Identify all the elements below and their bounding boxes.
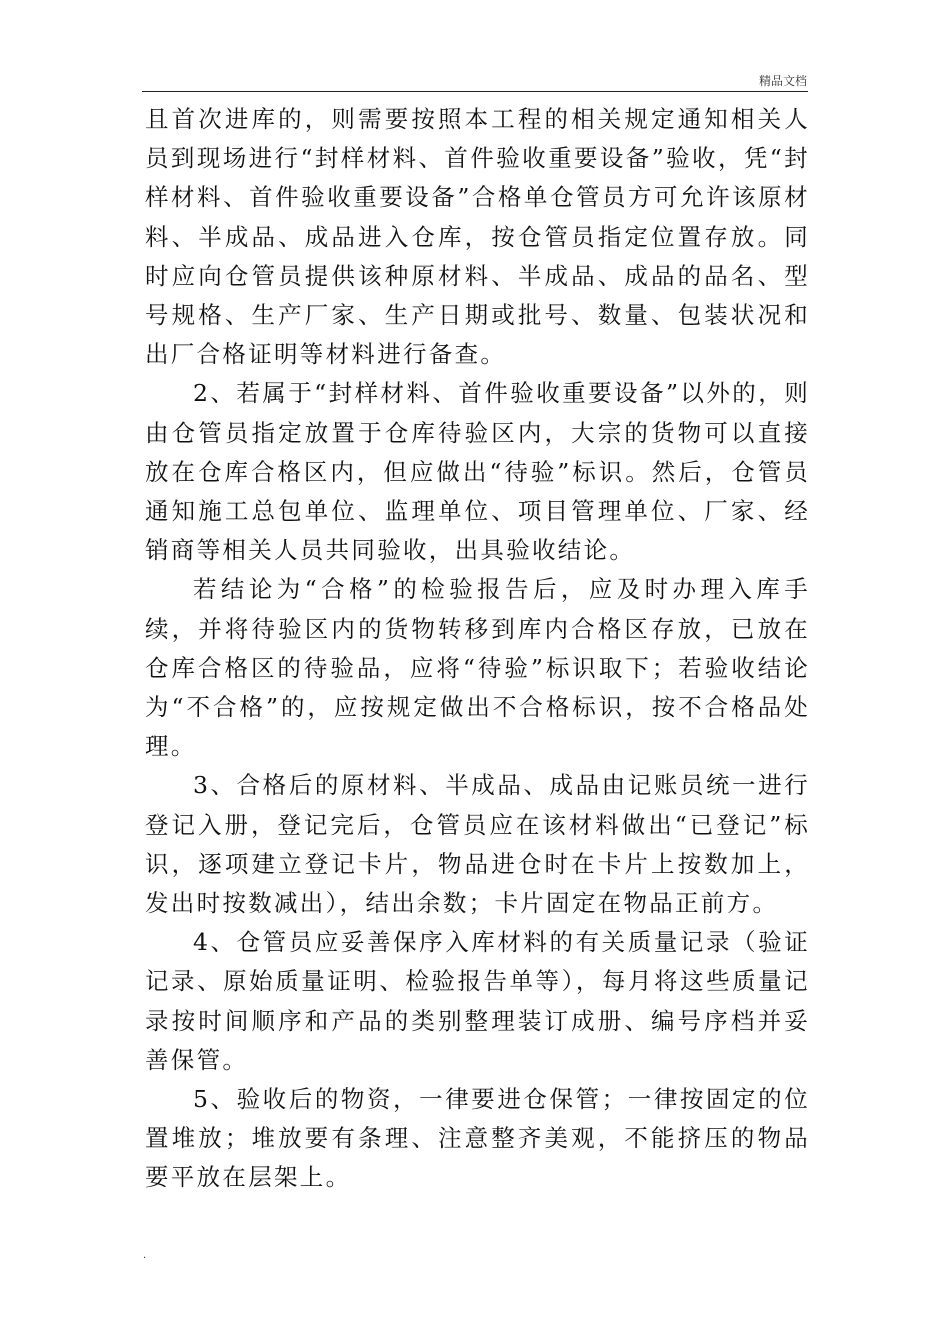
paragraph-continued: 且首次进库的，则需要按照本工程的相关规定通知相关人员到现场进行“封样材料、首件验收重要设备”验收，凭“封样材料、首件验收重要设备”合格单仓管员方可允许该原材料、半成品、成品进入仓库，按仓管员指定位置存放。同时应向仓管员提供该种原材料、半成品、成品的品名、型号规格、生产厂家、生产日期或批号、数量、包装状况和出厂合格证明等材料进行备查。 (145, 105, 810, 369)
paragraph-item-3: 3、合格后的原材料、半成品、成品由记账员统一进行登记入册，登记完后，仓管员应在该材料做出“已登记”标识，逐项建立登记卡片，物品进仓时在卡片上按数加上，发出时按数减出），结出余数；卡片固定在物品正前方。 (145, 771, 810, 918)
header-divider (142, 91, 808, 92)
paragraph-item-5: 5、验收后的物资，一律要进仓保管；一律按固定的位置堆放；堆放要有条理、注意整齐美观，不能挤压的物品要平放在层架上。 (145, 1085, 810, 1192)
header-label: 精品文档 (758, 74, 807, 88)
paragraph-item-4: 4、仓管员应妥善保序入库材料的有关质量记录（验证记录、原始质量证明、检验报告单等），每月将这些质量记录按时间顺序和产品的类别整理装订成册、编号序档并妥善保管。 (145, 928, 810, 1074)
paragraph-item-2: 2、若属于“封样材料、首件验收重要设备”以外的，则由仓管员指定放置于仓库待验区内，大宗的货物可以直接放在仓库合格区内，但应做出“待验”标识。然后，仓管员通知施工总包单位、监理单位、项目管理单位、厂家、经销商等相关人员共同验收，出具验收结论。 (145, 379, 810, 565)
footer-mark: . (143, 1250, 147, 1261)
paragraph-conclusion: 若结论为“合格”的检验报告后，应及时办理入库手续，并将待验区内的货物转移到库内合格区存放，已放在仓库合格区的待验品，应将“待验”标识取下；若验收结论为“不合格”的，应按规定做出不合格标识，按不合格品处理。 (145, 575, 810, 761)
document-body (145, 100, 810, 1198)
